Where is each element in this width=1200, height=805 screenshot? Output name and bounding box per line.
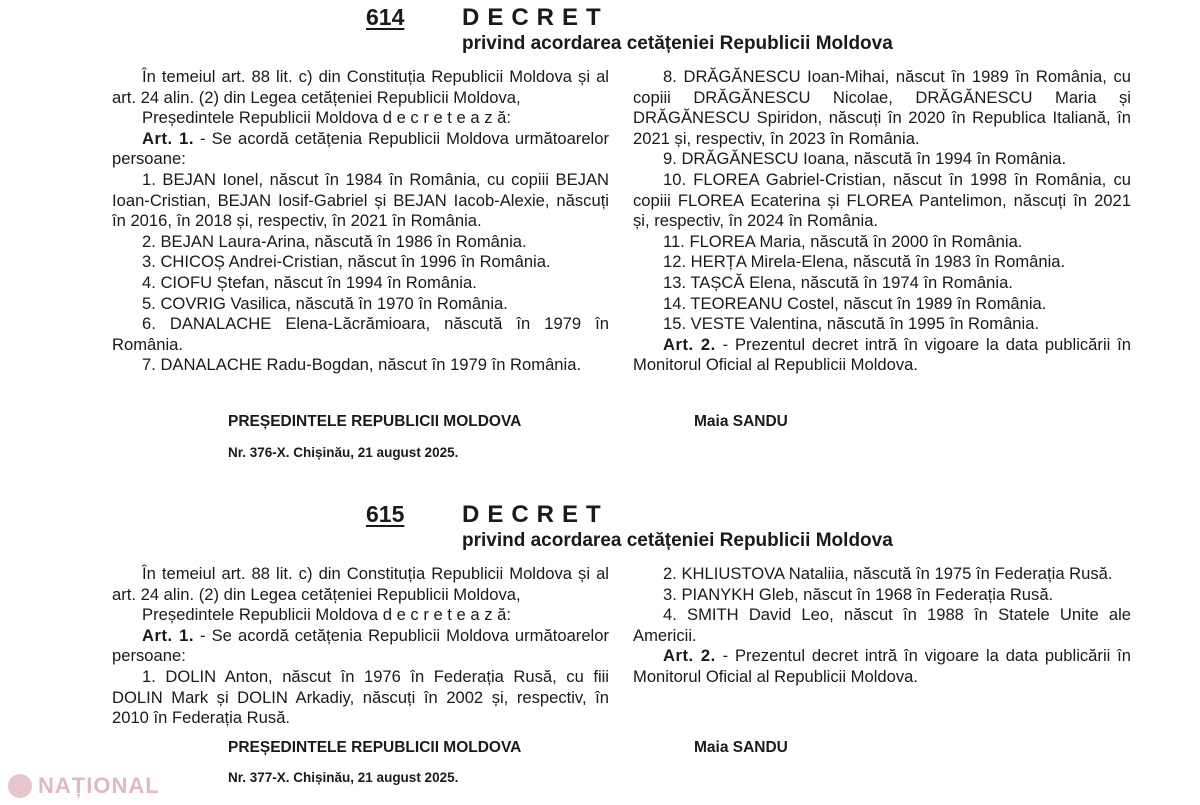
left-column [112, 67, 609, 376]
list-item: 2. KHLIUSTOVA Nataliia, născută în 1975 în Federația Rusă. [663, 564, 1113, 583]
decree-reference: Nr. 377-X. Chișinău, 21 august 2025. [228, 770, 459, 785]
list-item: 1. DOLIN Anton, născut în 1976 în Federația Rusă, cu fiii DOLIN Mark și DOLIN Arkadiy, născuți în 2002 și, respectiv, în 2010 în Federația Rusă. [112, 666, 609, 728]
decree-subtitle: privind acordarea cetățeniei Republicii Moldova [462, 530, 893, 551]
preamble: În temeiul art. 88 lit. c) din Constituția Republicii Moldova și al art. 24 alin. (2) din Legea cetățeniei Republicii Moldova, [112, 67, 609, 107]
list-item: 14. TEOREANU Costel, născut în 1989 în România. [663, 293, 1047, 313]
list-item: 15. VESTE Valentina, născută în 1995 în România. [663, 314, 1040, 334]
list-item: 1. BEJAN Ionel, născut în 1984 în România, cu copiii BEJAN Ioan-Cristian, BEJAN Iosif-Gabriel și BEJAN Iacob-Alexie, născuți în 2016, în 2018 și, respectiv, în 2021 în România. [112, 169, 609, 231]
decree-title: DECRET [462, 4, 609, 31]
decree-reference: Nr. 376-X. Chișinău, 21 august 2025. [228, 445, 459, 460]
decree-number: 615 [366, 501, 405, 527]
left-column [112, 564, 609, 729]
list-item: 13. TAȘCĂ Elena, născută în 1974 în România. [663, 272, 1013, 292]
logo-wordmark: NAȚIONAL [38, 773, 160, 798]
signature-title: PREȘEDINTELE REPUBLICII MOLDOVA [228, 739, 522, 756]
right-column [633, 564, 1131, 688]
list-item: 4. CIOFU Ștefan, născut în 1994 în România. [142, 272, 477, 292]
list-item: 8. DRĂGĂNESCU Ioan-Mihai, născut în 1989 în România, cu copiii DRĂGĂNESCU Nicolae, DRĂGĂNESCU Maria și DRĂGĂNESCU Spiridon, născuți în 2020 în Republica Italiană, în 2021 și, respectiv, în 2023 în România. [633, 67, 1131, 148]
list-item: 9. DRĂGĂNESCU Ioana, născută în 1994 în România. [663, 149, 1067, 169]
article-1: Art. 1. - Se acordă cetățenia Republicii Moldova următoarelor persoane: [112, 128, 609, 169]
list-item: 6. DANALACHE Elena-Lăcrămioara, născută în 1979 în România. [112, 314, 609, 354]
president-decrees: Președintele Republicii Moldova d e c r e t e a z ă: [142, 605, 511, 625]
list-item: 3. CHICOȘ Andrei-Cristian, născut în 1996 în România. [142, 252, 551, 272]
signature-title: PREȘEDINTELE REPUBLICII MOLDOVA [228, 413, 522, 430]
article-1: Art. 1. - Se acordă cetățenia Republicii Moldova următoarelor persoane: [112, 625, 609, 666]
list-item: 11. FLOREA Maria, născută în 2000 în România. [663, 231, 1023, 251]
list-item: 7. DANALACHE Radu-Bogdan, născut în 1979 în România. [142, 355, 582, 375]
preamble: În temeiul art. 88 lit. c) din Constituția Republicii Moldova și al art. 24 alin. (2) din Legea cetățeniei Republicii Moldova, [112, 564, 609, 604]
list-item: 12. HERȚA Mirela-Elena, născută în 1983 în România. [663, 252, 1066, 272]
national-logo [8, 771, 193, 801]
list-item: 10. FLOREA Gabriel-Cristian, născut în 1998 în România, cu copiii FLOREA Ecaterina și FLOREA Pantelimon, născuți în 2021 și, respectiv, în 2024 în România. [633, 169, 1131, 231]
logo-circle-icon [8, 774, 32, 798]
list-item: 5. COVRIG Vasilica, născută în 1970 în România. [142, 293, 508, 313]
president-decrees-text: Președintele Republicii Moldova d e c r e t e a z ă: [142, 108, 511, 128]
decree-title: DECRET [462, 501, 609, 528]
article-2: Art. 2. - Prezentul decret intră în vigoare la data publicării în Monitorul Oficial al Republicii Moldova. [633, 646, 1131, 686]
list-item: 4. SMITH David Leo, născut în 1988 în Statele Unite ale Americii. [633, 605, 1131, 645]
right-column [633, 67, 1131, 376]
decree-subtitle: privind acordarea cetățeniei Republicii Moldova [462, 33, 893, 54]
decree-number: 614 [366, 4, 405, 30]
list-item: 2. BEJAN Laura-Arina, născută în 1986 în România. [142, 231, 527, 251]
president-decrees [112, 108, 609, 129]
signature-name: Maia SANDU [694, 413, 788, 430]
article-2: Art. 2. - Prezentul decret intră în vigoare la data publicării în Monitorul Oficial al Republicii Moldova. [633, 334, 1131, 375]
signature-name: Maia SANDU [694, 739, 788, 756]
list-item: 3. PIANYKH Gleb, născut în 1968 în Federația Rusă. [663, 584, 1054, 604]
